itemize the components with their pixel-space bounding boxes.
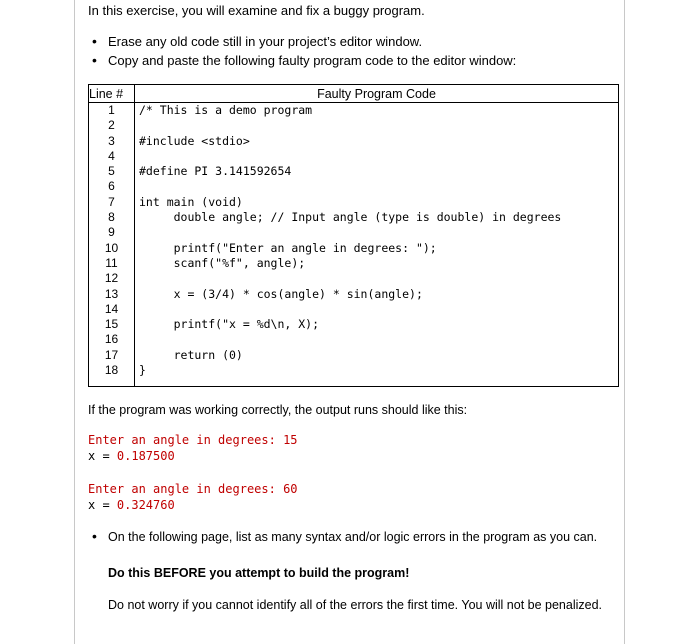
code-line	[135, 149, 618, 164]
code-line: #include <stdio>	[139, 133, 250, 148]
line-number: 2	[108, 118, 115, 133]
output-result: x = 0.324760	[88, 497, 175, 512]
code-column	[135, 103, 619, 387]
instruction-list	[92, 34, 516, 72]
output-run-2	[88, 482, 298, 513]
code-header: Faulty Program Code	[135, 85, 619, 103]
line-number: 10	[104, 240, 119, 255]
line-number: 6	[108, 179, 115, 194]
code-line: #define PI 3.141592654	[139, 164, 292, 179]
final-instruction: • On the following page, list as many syntax and/or logic errors in the program as you can.	[92, 530, 597, 544]
code-line: printf("x = %d\n, X);	[139, 317, 320, 332]
line-number: 12	[104, 271, 119, 286]
code-line: }	[139, 363, 146, 378]
line-number: 14	[104, 301, 119, 316]
instruction-item: • Copy and paste the following faulty program code to the editor window:	[92, 53, 516, 72]
line-number: 16	[104, 332, 119, 347]
line-number: 15	[104, 317, 119, 332]
line-number: 8	[108, 210, 115, 225]
code-line: int main (void)	[139, 194, 243, 209]
code-line	[135, 271, 618, 286]
code-table	[88, 84, 619, 387]
output-prompt: Enter an angle in degrees: 60	[88, 482, 298, 496]
code-line: printf("Enter an angle in degrees: ");	[139, 240, 437, 255]
line-number: 3	[108, 133, 115, 148]
line-number: 18	[104, 363, 119, 378]
line-number: 1	[108, 103, 115, 117]
bold-note: Do this BEFORE you attempt to build the program!	[108, 566, 410, 580]
code-line: return (0)	[139, 347, 243, 362]
output-value: 0.324760	[116, 497, 175, 512]
output-value: 0.187500	[116, 448, 175, 463]
output-prompt: Enter an angle in degrees: 15	[88, 433, 298, 447]
instruction-item: • Erase any old code still in your project’s editor window.	[92, 34, 516, 53]
code-line	[135, 118, 618, 133]
code-line	[135, 225, 618, 240]
code-line	[135, 179, 618, 194]
code-line: x = (3/4) * cos(angle) * sin(angle);	[139, 286, 423, 301]
line-number: 5	[108, 164, 115, 179]
output-result: x = 0.187500	[88, 448, 175, 463]
code-line: /* This is a demo program	[139, 103, 313, 117]
intro-text: In this exercise, you will examine and fix a buggy program.	[88, 3, 425, 18]
code-line: scanf("%f", angle);	[139, 255, 306, 270]
line-number: 4	[108, 148, 115, 163]
code-line	[135, 332, 618, 347]
line-number-column	[89, 103, 135, 387]
code-line: double angle; // Input angle (type is double) in degrees	[139, 210, 562, 225]
line-number: 11	[105, 255, 118, 270]
line-number: 17	[104, 347, 119, 362]
output-run-1	[88, 433, 298, 464]
last-note: Do not worry if you cannot identify all of the errors the first time. You will not be penalized.	[108, 598, 603, 612]
code-line	[135, 302, 618, 317]
line-number: 9	[108, 225, 115, 240]
working-output-text: If the program was working correctly, the output runs should like this:	[88, 403, 468, 417]
line-number: 13	[104, 286, 119, 301]
line-number-header: Line #	[89, 85, 135, 103]
line-number: 7	[108, 194, 115, 209]
